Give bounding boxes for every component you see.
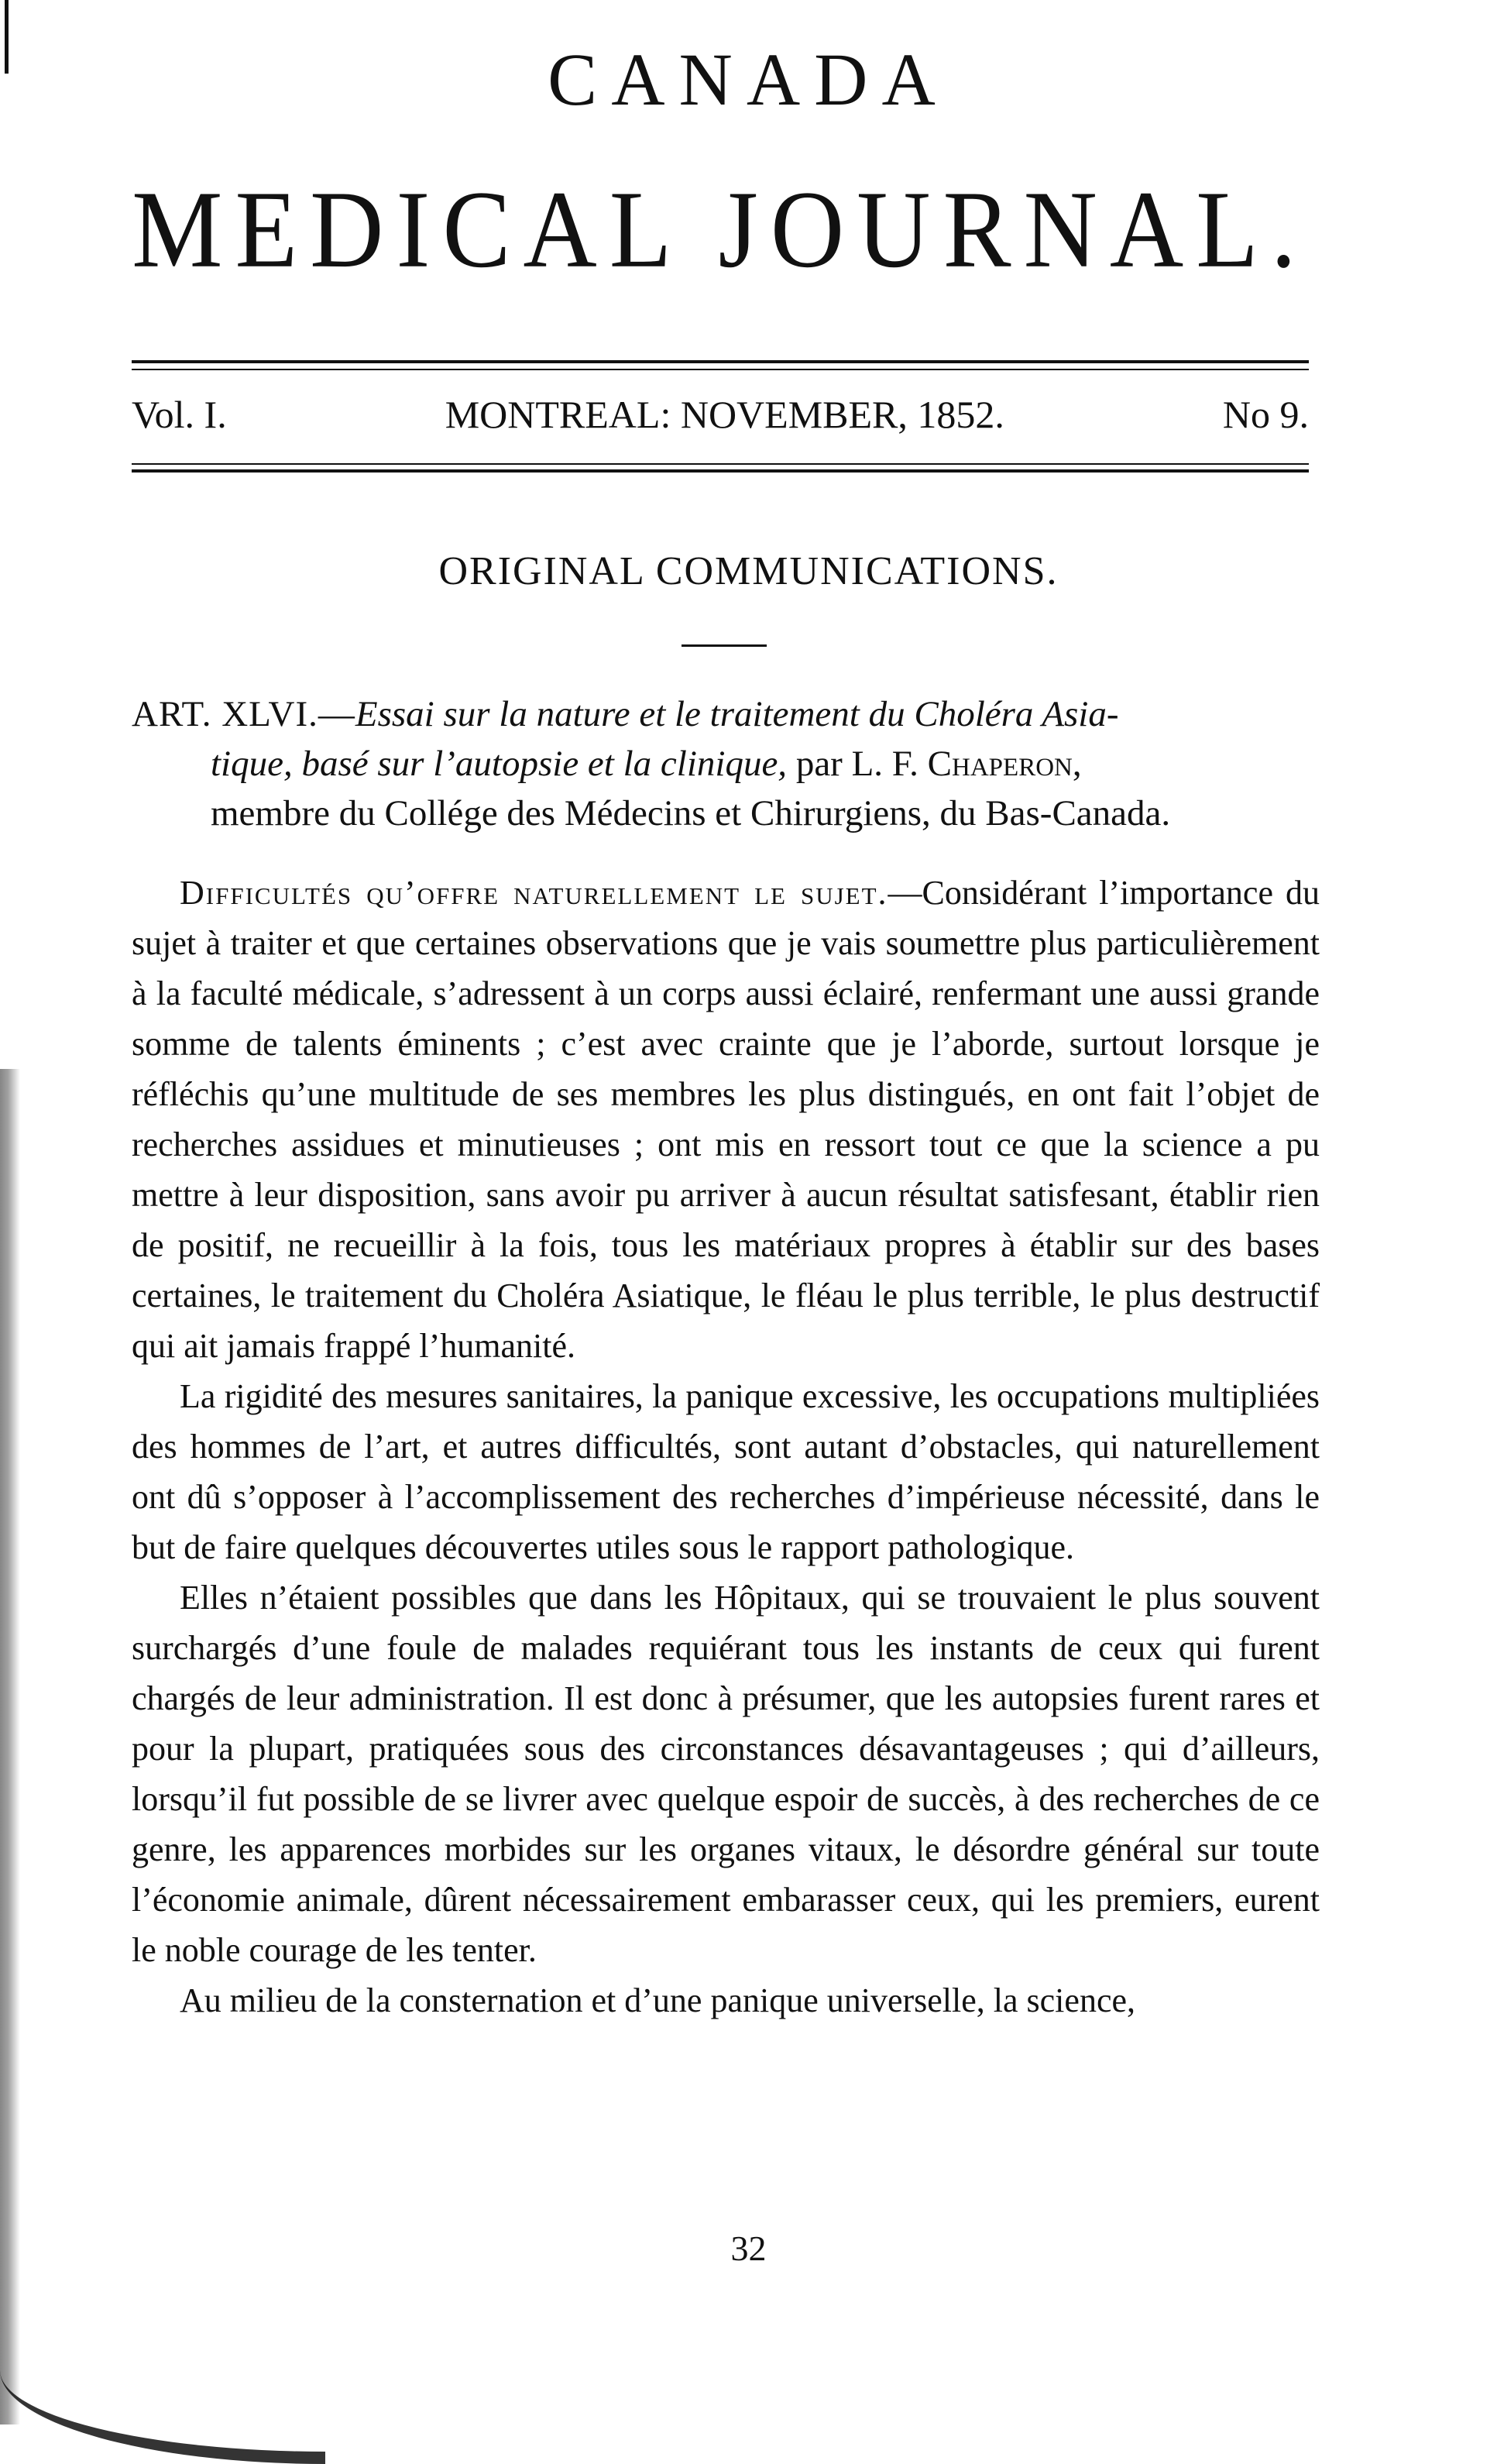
article-heading — [132, 689, 1324, 838]
page-number: 32 — [730, 2229, 767, 2268]
volume-label: Vol. I. — [132, 393, 227, 436]
article-author: Chaperon, — [927, 744, 1082, 784]
article-by: par L. F. — [787, 744, 928, 784]
article-title-part2: tique, basé sur l’autopsie et la clinique, — [211, 744, 788, 784]
article-affiliation: membre du Collége des Médecins et Chirurgiens, du Bas-Canada. — [211, 793, 1171, 833]
page-curl-edge — [0, 2370, 325, 2464]
masthead-rule-thin — [132, 369, 1309, 370]
paragraph: Au milieu de la consternation et d’une panique universelle, la science, — [180, 1981, 1135, 2019]
section-divider — [682, 644, 767, 647]
issue-line — [132, 395, 1309, 434]
article-title-part1: Essai sur la nature et le traitement du Choléra Asia- — [355, 694, 1119, 734]
issue-rule-thick — [132, 469, 1309, 473]
journal-title-line1: CANADA — [548, 38, 949, 121]
masthead-rule-thick — [132, 360, 1309, 363]
paragraph-text: —Considérant l’importance du sujet à traiter et que certaines observations que je vais soumettre plus particulièrement à la faculté médicale, s’adressent à un corps aussi éclairé, renfermant une aussi grande somme de talents éminents ; c’est avec crainte que je l’aborde, surtout lorsque je réfléchis qu’une multitude de ses membres les plus distingués, en ont fait l’objet de recherches assidues et minutieuses ; ont mis en ressort tout ce que la science a pu mettre à leur disposition, sans avoir pu arriver à aucun résultat satisfesant, établir rien de positif, ne recueillir à la fois, tous les matériaux propres à établir sur des bases certaines, le traitement du Choléra Asiatique, le fléau le plus terrible, le plus destructif qui ait jamais frappé l’humanité. — [132, 874, 1320, 1365]
paragraph: La rigidité des mesures sanitaires, la panique excessive, les occupations multipliées des hommes de l’art, et autres difficultés, sont autant d’obstacles, qui naturellement ont dû s’opposer à l’accomplissement des recherches d’impérieuse nécessité, dans le but de faire quelques découvertes utiles sous le rapport pathologique. — [132, 1377, 1320, 1566]
binding-shadow — [0, 1069, 20, 2424]
paragraph: Elles n’étaient possibles que dans les Hôpitaux, qui se trouvaient le plus souvent surchargés d’une foule de malades requiérant tous les instants de ceux qui furent chargés de leur administration. Il est donc à présumer, que les autopsies furent rares et pour la plupart, pratiquées sous des circonstances désavantageuses ; qui d’ailleurs, lorsqu’il fut possible de se livrer avec quelque espoir de succès, à des recherches de ce genre, les apparences morbides sur les organes vitaux, le désordre général sur toute l’économie animale, dûrent nécessairement embarasser ceux, qui les premiers, eurent le noble courage de les tenter. — [132, 1579, 1320, 1969]
issue-rule-thin — [132, 463, 1309, 465]
journal-title-line2: MEDICAL JOURNAL. — [132, 167, 1309, 291]
issue-number: No 9. — [1222, 393, 1309, 436]
article-label: ART. XLVI.— — [132, 694, 355, 734]
article-body — [132, 868, 1320, 2026]
paragraph-lead-heading: Difficultés qu’offre naturellement le sujet. — [180, 874, 888, 912]
place-date: MONTREAL: NOVEMBER, 1852. — [445, 393, 1004, 436]
section-title: ORIGINAL COMMUNICATIONS. — [438, 549, 1059, 593]
paragraph — [132, 868, 1320, 1371]
